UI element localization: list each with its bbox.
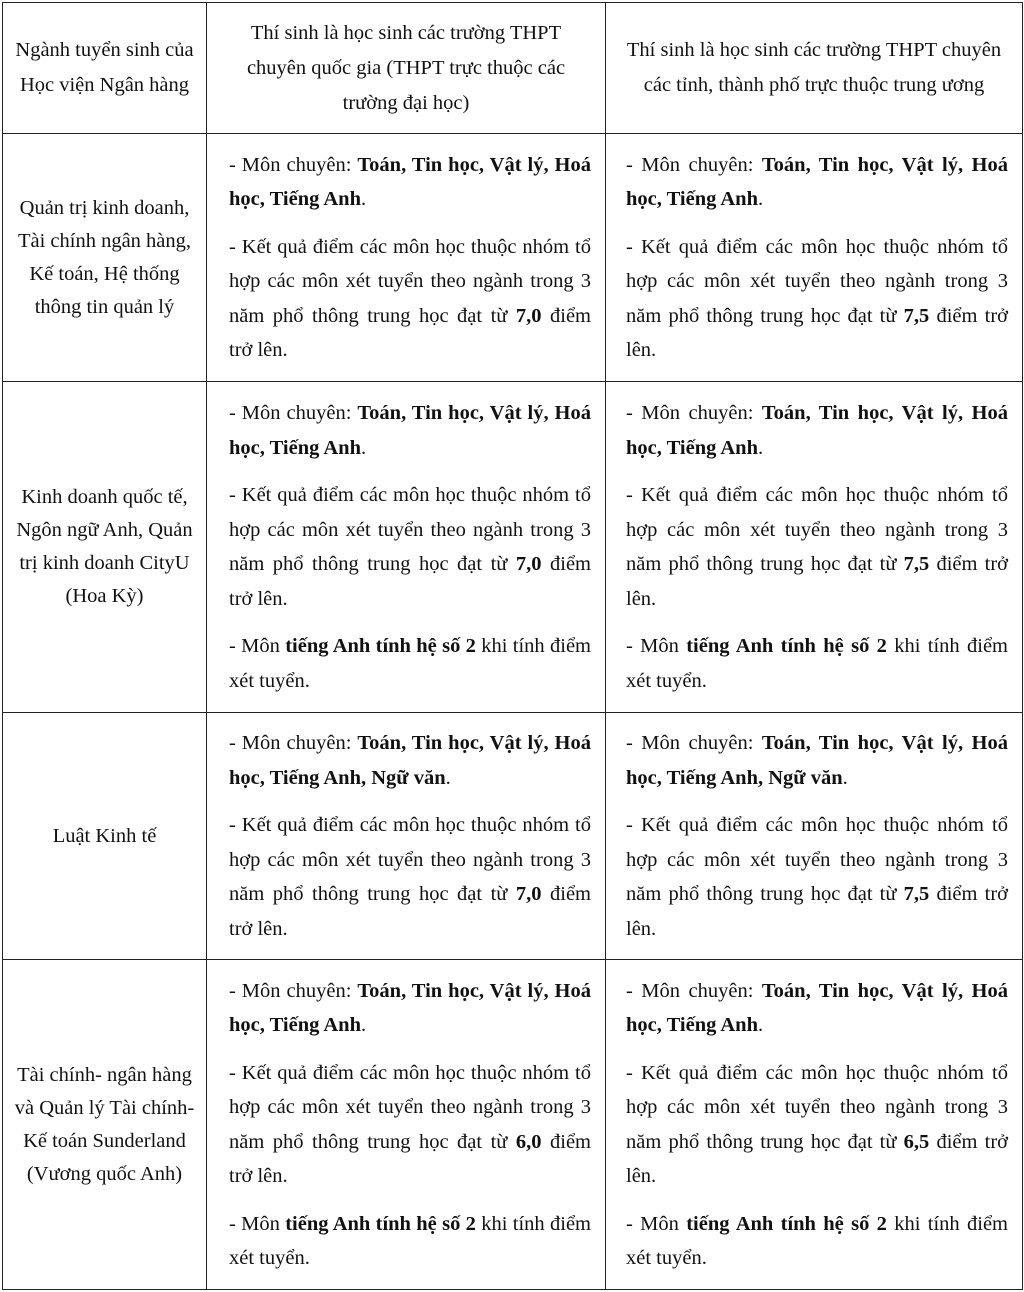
provincial-condition-cell (606, 960, 1023, 1290)
score-line: - Kết quả điểm các môn học thuộc nhóm tổ hợp các môn xét tuyển theo ngành trong 3 năm phổ thông trung học đạt từ 7,5 điểm trở lên. (626, 484, 1008, 610)
score-line: - Kết quả điểm các môn học thuộc nhóm tổ hợp các môn xét tuyển theo ngành trong 3 năm phổ thông trung học đạt từ 7,0 điểm trở lên. (229, 235, 591, 361)
subjects-line: - Môn chuyên: Toán, Tin học, Vật lý, Hoá học, Tiếng Anh. (229, 402, 591, 459)
english-weight-line: - Môn tiếng Anh tính hệ số 2 khi tính điểm xét tuyển. (229, 635, 591, 692)
subjects-line: - Môn chuyên: Toán, Tin học, Vật lý, Hoá học, Tiếng Anh, Ngữ văn. (626, 732, 1008, 789)
major-cell: Tài chính- ngân hàng và Quản lý Tài chính-Kế toán Sunderland (Vương quốc Anh) (3, 960, 207, 1290)
english-weight-line: - Môn tiếng Anh tính hệ số 2 khi tính điểm xét tuyển. (626, 635, 1008, 692)
table-row (3, 960, 1023, 1290)
subjects-line: - Môn chuyên: Toán, Tin học, Vật lý, Hoá học, Tiếng Anh. (626, 979, 1008, 1036)
english-weight-line: - Môn tiếng Anh tính hệ số 2 khi tính điểm xét tuyển. (229, 1212, 591, 1269)
subjects-line: - Môn chuyên: Toán, Tin học, Vật lý, Hoá học, Tiếng Anh. (626, 402, 1008, 459)
score-line: - Kết quả điểm các môn học thuộc nhóm tổ hợp các môn xét tuyển theo ngành trong 3 năm phổ thông trung học đạt từ 7,0 điểm trở lên. (229, 814, 591, 940)
score-line: - Kết quả điểm các môn học thuộc nhóm tổ hợp các môn xét tuyển theo ngành trong 3 năm phổ thông trung học đạt từ 6,0 điểm trở lên. (229, 1061, 591, 1187)
subjects-line: - Môn chuyên: Toán, Tin học, Vật lý, Hoá học, Tiếng Anh, Ngữ văn. (229, 732, 591, 789)
national-condition-cell (207, 382, 606, 713)
table-row (3, 134, 1023, 382)
subjects-line: - Môn chuyên: Toán, Tin học, Vật lý, Hoá học, Tiếng Anh. (229, 979, 591, 1036)
score-line: - Kết quả điểm các môn học thuộc nhóm tổ hợp các môn xét tuyển theo ngành trong 3 năm phổ thông trung học đạt từ 7,0 điểm trở lên. (229, 484, 591, 610)
score-line: - Kết quả điểm các môn học thuộc nhóm tổ hợp các môn xét tuyển theo ngành trong 3 năm phổ thông trung học đạt từ 7,5 điểm trở lên. (626, 235, 1008, 361)
admission-criteria-table (2, 2, 1023, 1290)
score-line: - Kết quả điểm các môn học thuộc nhóm tổ hợp các môn xét tuyển theo ngành trong 3 năm phổ thông trung học đạt từ 7,5 điểm trở lên. (626, 814, 1008, 940)
english-weight-line: - Môn tiếng Anh tính hệ số 2 khi tính điểm xét tuyển. (626, 1212, 1008, 1269)
subjects-line: - Môn chuyên: Toán, Tin học, Vật lý, Hoá học, Tiếng Anh. (626, 153, 1008, 210)
major-cell: Luật Kinh tế (3, 713, 207, 960)
provincial-condition-cell (606, 134, 1023, 382)
subjects-line: - Môn chuyên: Toán, Tin học, Vật lý, Hoá học, Tiếng Anh. (229, 153, 591, 210)
header-provincial-school-cell: Thí sinh là học sinh các trường THPT chuyên các tỉnh, thành phố trực thuộc trung ương (606, 3, 1023, 134)
header-national-school-cell: Thí sinh là học sinh các trường THPT chuyên quốc gia (THPT trực thuộc các trường đại học) (207, 3, 606, 134)
header-row (3, 3, 1023, 134)
provincial-condition-cell (606, 713, 1023, 960)
major-cell: Kinh doanh quốc tế, Ngôn ngữ Anh, Quản trị kinh doanh CityU (Hoa Kỳ) (3, 382, 207, 713)
score-line: - Kết quả điểm các môn học thuộc nhóm tổ hợp các môn xét tuyển theo ngành trong 3 năm phổ thông trung học đạt từ 6,5 điểm trở lên. (626, 1061, 1008, 1187)
national-condition-cell (207, 134, 606, 382)
table-row (3, 382, 1023, 713)
national-condition-cell (207, 713, 606, 960)
provincial-condition-cell (606, 382, 1023, 713)
major-cell: Quản trị kinh doanh, Tài chính ngân hàng, Kế toán, Hệ thống thông tin quản lý (3, 134, 207, 382)
national-condition-cell (207, 960, 606, 1290)
table-row (3, 713, 1023, 960)
header-major-cell: Ngành tuyển sinh của Học viện Ngân hàng (3, 3, 207, 134)
